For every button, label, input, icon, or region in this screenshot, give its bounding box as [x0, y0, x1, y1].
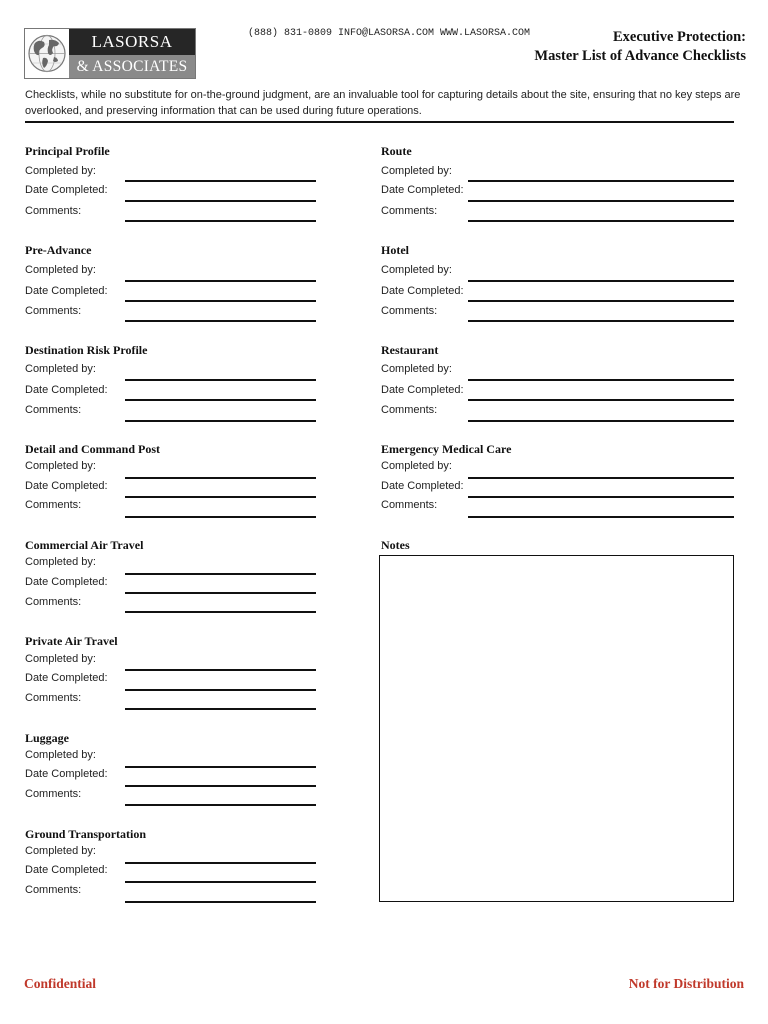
comments-label: Comments: [25, 596, 82, 608]
comments-field[interactable] [468, 220, 734, 222]
completed-by-label: Completed by: [25, 165, 96, 177]
comments-label: Comments: [381, 305, 438, 317]
comments-label: Comments: [381, 404, 438, 416]
date-completed-field[interactable] [125, 496, 316, 498]
completed-by-label: Completed by: [381, 363, 452, 375]
date-completed-label: Date Completed: [381, 384, 464, 396]
comments-label: Comments: [25, 205, 82, 217]
footer-not-for-distribution: Not for Distribution [628, 976, 744, 991]
completed-by-field[interactable] [468, 379, 734, 381]
date-completed-label: Date Completed: [381, 285, 464, 297]
completed-by-field[interactable] [125, 669, 316, 671]
company-logo [24, 28, 196, 79]
completed-by-field[interactable] [468, 180, 734, 182]
completed-by-field[interactable] [125, 573, 316, 575]
contact-info: (888) 831-0809 INFO@LASORSA.COM WWW.LASORSA.COM [248, 28, 531, 39]
section-title: Restaurant [381, 343, 439, 357]
completed-by-field[interactable] [125, 766, 316, 768]
comments-field[interactable] [125, 420, 316, 422]
completed-by-label: Completed by: [25, 749, 96, 761]
date-completed-label: Date Completed: [381, 480, 464, 492]
comments-label: Comments: [25, 305, 82, 317]
comments-field[interactable] [468, 320, 734, 322]
footer-confidential: Confidential [24, 976, 97, 991]
completed-by-label: Completed by: [25, 363, 96, 375]
intro-paragraph: Checklists, while no substitute for on-the-ground judgment, are an invaluable tool for capturing details about the site, ensuring that no key steps are overlooked, and preserving information that can be used during future operations. [25, 89, 741, 117]
comments-label: Comments: [25, 884, 82, 896]
completed-by-label: Completed by: [25, 653, 96, 665]
comments-field[interactable] [125, 320, 316, 322]
completed-by-label: Completed by: [381, 264, 452, 276]
comments-label: Comments: [25, 788, 82, 800]
completed-by-field[interactable] [125, 280, 316, 282]
comments-label: Comments: [25, 404, 82, 416]
date-completed-field[interactable] [468, 300, 734, 302]
comments-field[interactable] [125, 804, 316, 806]
date-completed-field[interactable] [125, 881, 316, 883]
comments-field[interactable] [125, 708, 316, 710]
date-completed-label: Date Completed: [25, 576, 108, 588]
completed-by-field[interactable] [125, 180, 316, 182]
date-completed-field[interactable] [125, 200, 316, 202]
completed-by-label: Completed by: [25, 460, 96, 472]
section-title: Route [381, 144, 412, 158]
completed-by-label: Completed by: [25, 845, 96, 857]
notes-title: Notes [381, 538, 410, 552]
completed-by-label: Completed by: [381, 460, 452, 472]
date-completed-field[interactable] [125, 300, 316, 302]
section-title: Luggage [25, 731, 70, 745]
logo-line-2: & ASSOCIATES [69, 55, 195, 78]
date-completed-label: Date Completed: [381, 184, 464, 196]
comments-field[interactable] [468, 516, 734, 518]
completed-by-label: Completed by: [25, 264, 96, 276]
comments-label: Comments: [25, 499, 82, 511]
date-completed-field[interactable] [125, 592, 316, 594]
comments-label: Comments: [381, 205, 438, 217]
date-completed-field[interactable] [125, 399, 316, 401]
section-title: Destination Risk Profile [25, 343, 148, 357]
comments-field[interactable] [125, 220, 316, 222]
document-title-line-1: Executive Protection: [612, 29, 746, 45]
date-completed-field[interactable] [125, 785, 316, 787]
comments-field[interactable] [125, 516, 316, 518]
completed-by-field[interactable] [125, 862, 316, 864]
comments-field[interactable] [125, 611, 316, 613]
header-divider [25, 121, 734, 123]
section-title: Private Air Travel [25, 634, 118, 648]
comments-label: Comments: [25, 692, 82, 704]
date-completed-label: Date Completed: [25, 864, 108, 876]
date-completed-field[interactable] [468, 200, 734, 202]
date-completed-label: Date Completed: [25, 184, 108, 196]
date-completed-field[interactable] [468, 496, 734, 498]
completed-by-label: Completed by: [25, 556, 96, 568]
logo-line-1: LASORSA [69, 29, 195, 55]
comments-label: Comments: [381, 499, 438, 511]
globe-icon [25, 29, 69, 78]
completed-by-label: Completed by: [381, 165, 452, 177]
date-completed-label: Date Completed: [25, 285, 108, 297]
date-completed-label: Date Completed: [25, 384, 108, 396]
date-completed-field[interactable] [468, 399, 734, 401]
completed-by-field[interactable] [125, 477, 316, 479]
completed-by-field[interactable] [125, 379, 316, 381]
notes-box[interactable] [379, 555, 734, 902]
section-title: Emergency Medical Care [381, 442, 512, 456]
section-title: Hotel [381, 243, 409, 257]
section-title: Principal Profile [25, 144, 110, 158]
document-title-line-2: Master List of Advance Checklists [534, 48, 746, 64]
date-completed-label: Date Completed: [25, 768, 108, 780]
completed-by-field[interactable] [468, 477, 734, 479]
section-title: Detail and Command Post [25, 442, 161, 456]
comments-field[interactable] [468, 420, 734, 422]
completed-by-field[interactable] [468, 280, 734, 282]
date-completed-label: Date Completed: [25, 480, 108, 492]
date-completed-label: Date Completed: [25, 672, 108, 684]
section-title: Pre-Advance [25, 243, 92, 257]
comments-field[interactable] [125, 901, 316, 903]
section-title: Ground Transportation [25, 827, 147, 841]
section-title: Commercial Air Travel [25, 538, 144, 552]
date-completed-field[interactable] [125, 689, 316, 691]
